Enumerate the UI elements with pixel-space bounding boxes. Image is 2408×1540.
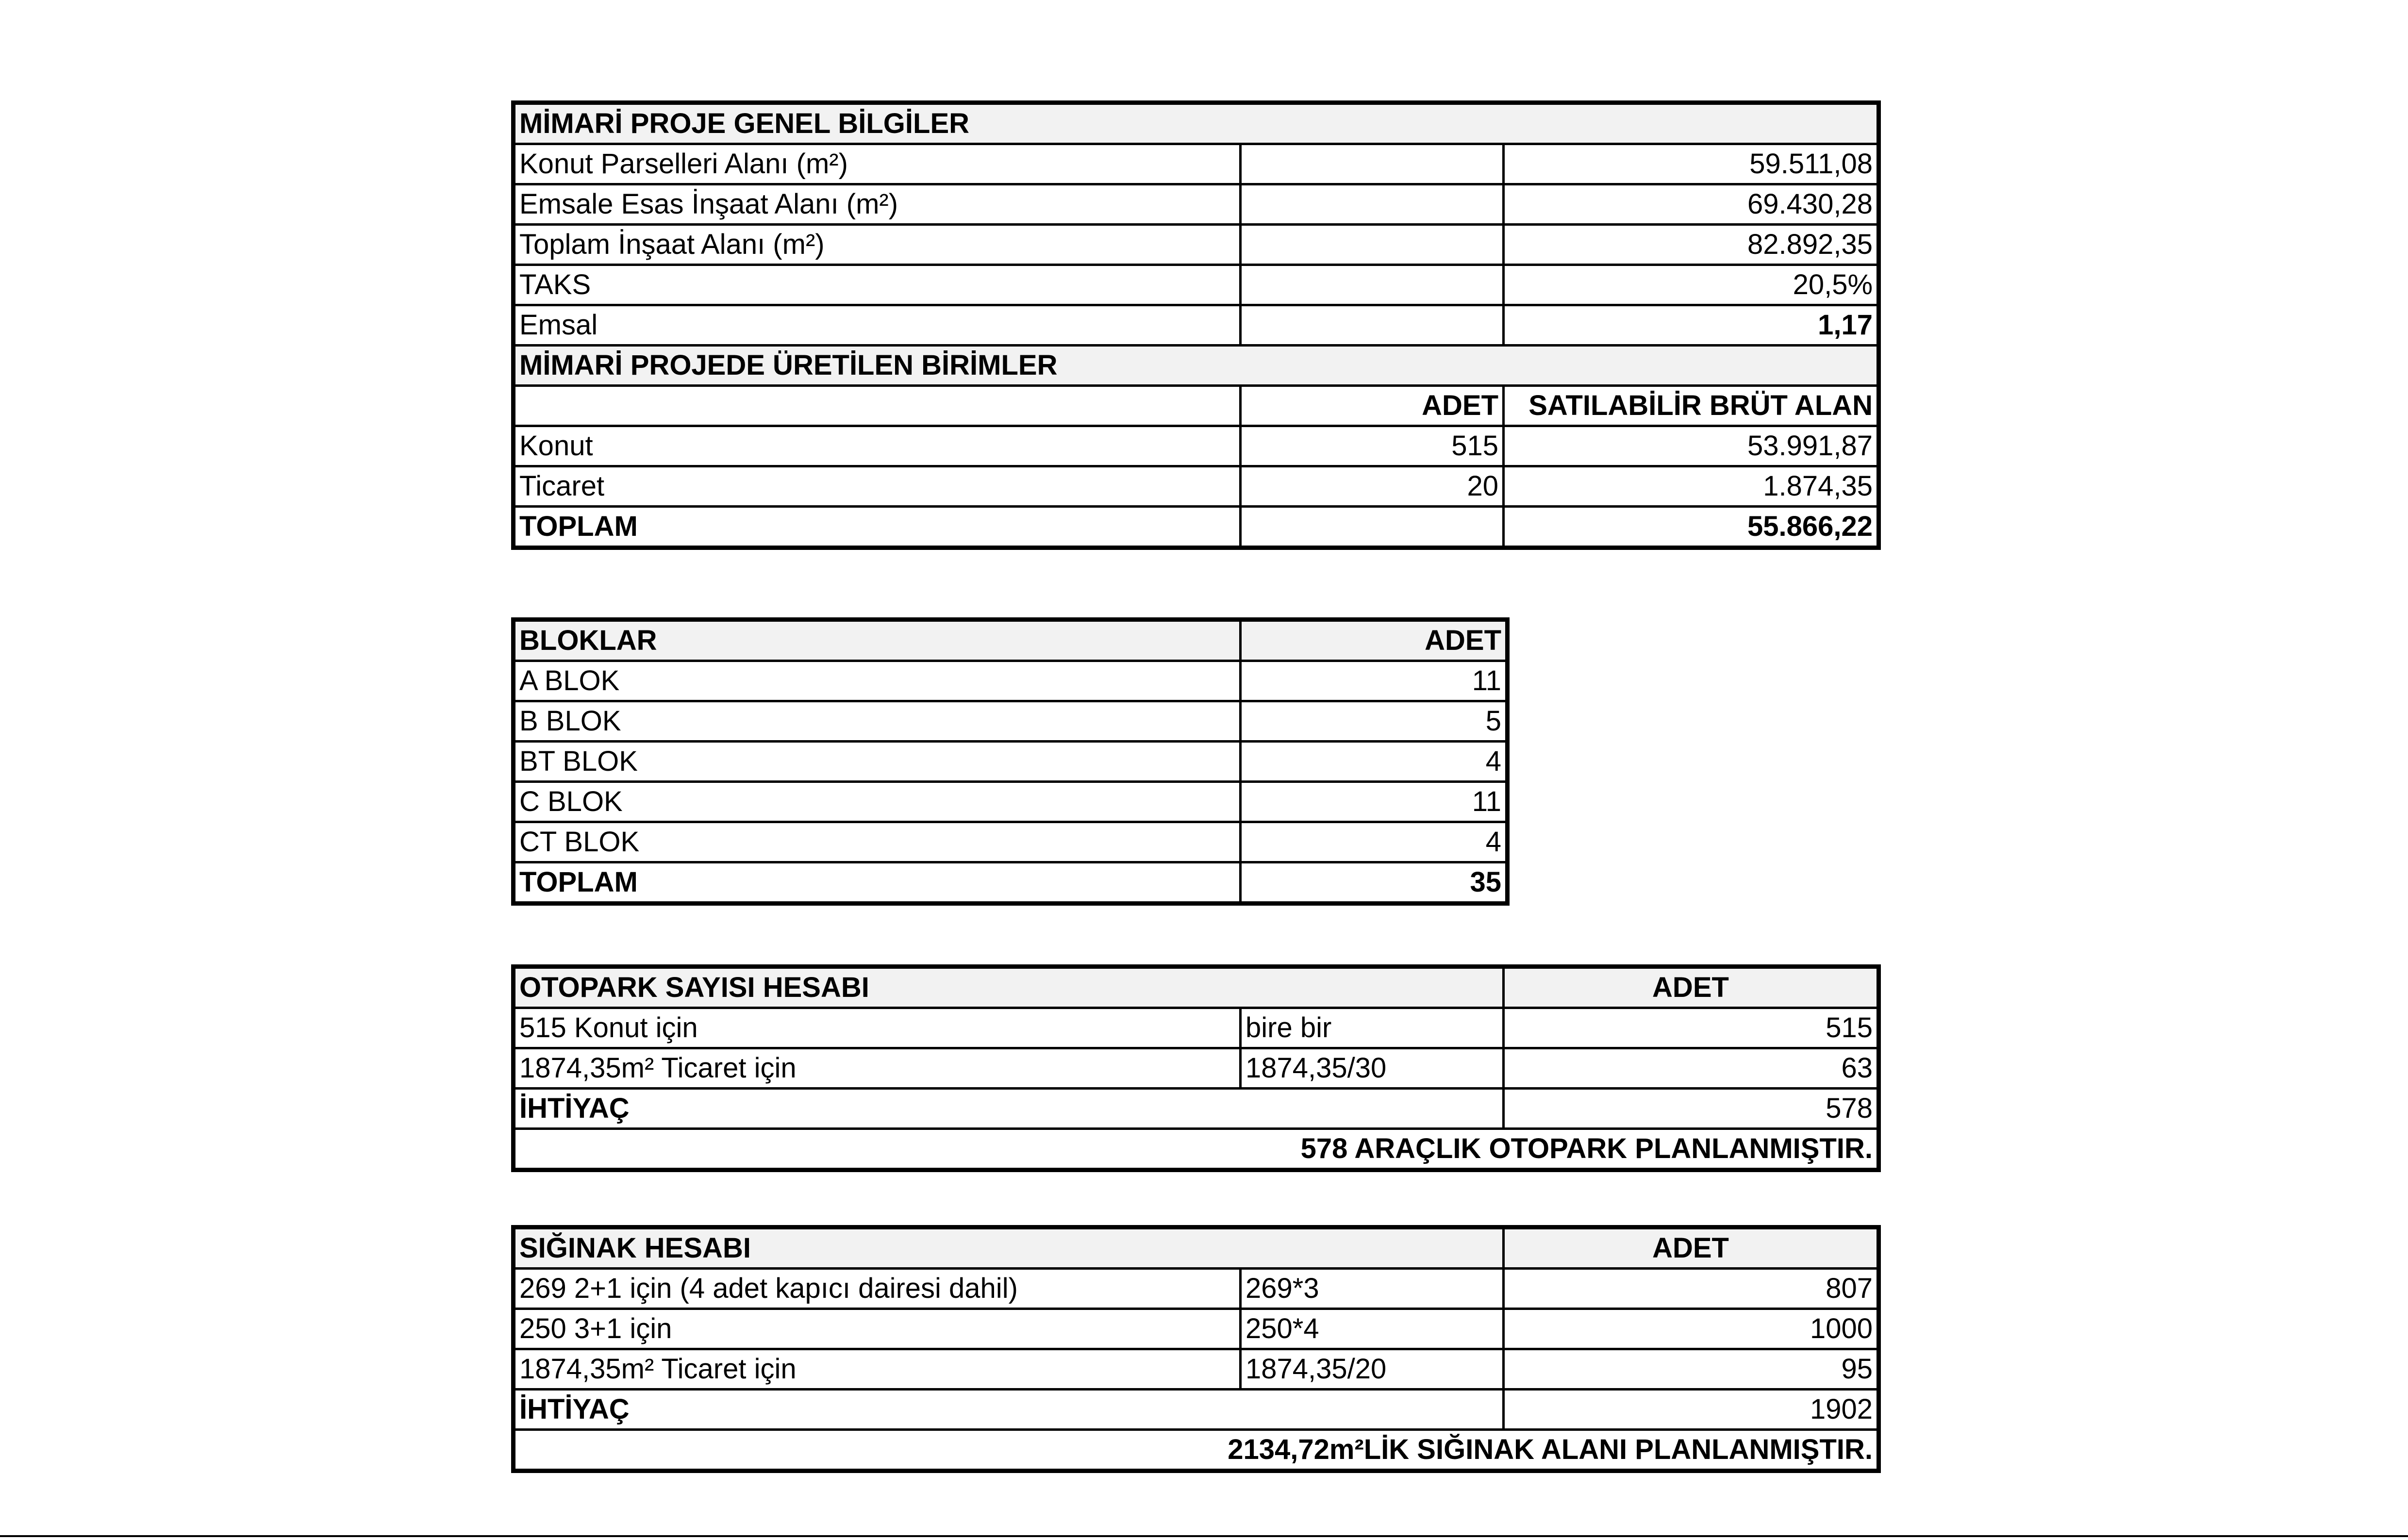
column-header-adet: ADET: [1504, 967, 1879, 1008]
total-label: TOPLAM: [514, 507, 1241, 548]
row-label: Konut Parselleri Alanı (m²): [514, 144, 1241, 184]
table-row: [514, 742, 1508, 782]
table-row: [514, 822, 1508, 862]
row-label: 515 Konut için: [514, 1008, 1241, 1048]
need-row: [514, 1089, 1879, 1129]
need-row: [514, 1390, 1879, 1430]
column-header-adet: ADET: [1504, 1227, 1879, 1269]
table-header-row: [514, 346, 1879, 386]
table-row: [514, 1349, 1879, 1390]
block-count: 5: [1241, 701, 1508, 742]
row-count: 95: [1504, 1349, 1879, 1390]
total-row: [514, 507, 1879, 548]
empty-cell: [1241, 144, 1504, 184]
empty-cell: [1241, 305, 1504, 346]
table-row: [514, 1269, 1879, 1309]
row-label: TAKS: [514, 265, 1241, 305]
table-row: [514, 1008, 1879, 1048]
section-title-parking: OTOPARK SAYISI HESABI: [514, 967, 1504, 1008]
row-count: 63: [1504, 1048, 1879, 1089]
row-value: 20,5%: [1504, 265, 1879, 305]
row-label: 1874,35m² Ticaret için: [514, 1048, 1241, 1089]
need-label: İHTİYAÇ: [514, 1089, 1504, 1129]
table-row: [514, 701, 1508, 742]
total-label: TOPLAM: [514, 862, 1241, 904]
section-title-blocks: BLOKLAR: [514, 620, 1241, 661]
table-header-row: [514, 103, 1879, 144]
note-row: [514, 1129, 1879, 1170]
total-row: [514, 862, 1508, 904]
row-value: 1,17: [1504, 305, 1879, 346]
block-name: CT BLOK: [514, 822, 1241, 862]
row-count: 1000: [1504, 1309, 1879, 1349]
row-count: 807: [1504, 1269, 1879, 1309]
empty-cell: [514, 386, 1241, 426]
table-row: [514, 661, 1508, 701]
row-value: 69.430,28: [1504, 184, 1879, 225]
row-label: Ticaret: [514, 466, 1241, 507]
table-header-row: [514, 967, 1879, 1008]
row-value: 82.892,35: [1504, 225, 1879, 265]
blocks-table: [511, 617, 1510, 906]
column-header-row: [514, 386, 1879, 426]
block-count: 11: [1241, 661, 1508, 701]
table-row: [514, 184, 1879, 225]
total-value: 55.866,22: [1504, 507, 1879, 548]
table-row: [514, 426, 1879, 466]
block-count: 4: [1241, 742, 1508, 782]
section-title-general: MİMARİ PROJE GENEL BİLGİLER: [514, 103, 1879, 144]
row-calc: 1874,35/20: [1241, 1349, 1504, 1390]
column-header-area: SATILABİLİR BRÜT ALAN: [1504, 386, 1879, 426]
table-row: [514, 466, 1879, 507]
row-label: 1874,35m² Ticaret için: [514, 1349, 1241, 1390]
parking-note: 578 ARAÇLIK OTOPARK PLANLANMIŞTIR.: [514, 1129, 1879, 1170]
need-value: 578: [1504, 1089, 1879, 1129]
row-value: 1.874,35: [1504, 466, 1879, 507]
need-label: İHTİYAÇ: [514, 1390, 1504, 1430]
row-calc: 269*3: [1241, 1269, 1504, 1309]
row-calc: bire bir: [1241, 1008, 1504, 1048]
table-row: [514, 144, 1879, 184]
empty-cell: [1241, 507, 1504, 548]
row-count: 20: [1241, 466, 1504, 507]
row-label: Emsale Esas İnşaat Alanı (m²): [514, 184, 1241, 225]
shelter-note: 2134,72m²LİK SIĞINAK ALANI PLANLANMIŞTIR.: [514, 1430, 1879, 1471]
empty-cell: [1241, 265, 1504, 305]
row-label: Toplam İnşaat Alanı (m²): [514, 225, 1241, 265]
table-row: [514, 1309, 1879, 1349]
note-row: [514, 1430, 1879, 1471]
empty-cell: [1241, 225, 1504, 265]
block-name: C BLOK: [514, 782, 1241, 822]
block-name: A BLOK: [514, 661, 1241, 701]
row-label: Konut: [514, 426, 1241, 466]
row-value: 53.991,87: [1504, 426, 1879, 466]
row-label: 269 2+1 için (4 adet kapıcı dairesi dahil): [514, 1269, 1241, 1309]
row-value: 59.511,08: [1504, 144, 1879, 184]
table-row: [514, 265, 1879, 305]
page-bottom-rule: [0, 1535, 2408, 1537]
table-row: [514, 305, 1879, 346]
row-label: 250 3+1 için: [514, 1309, 1241, 1349]
general-info-table: [511, 100, 1881, 550]
table-row: [514, 225, 1879, 265]
row-count: 515: [1504, 1008, 1879, 1048]
column-header-adet: ADET: [1241, 386, 1504, 426]
shelter-table: [511, 1225, 1881, 1473]
parking-table: [511, 964, 1881, 1172]
row-calc: 250*4: [1241, 1309, 1504, 1349]
total-value: 35: [1241, 862, 1508, 904]
table-header-row: [514, 620, 1508, 661]
column-header-adet: ADET: [1241, 620, 1508, 661]
block-name: BT BLOK: [514, 742, 1241, 782]
empty-cell: [1241, 184, 1504, 225]
block-count: 11: [1241, 782, 1508, 822]
block-count: 4: [1241, 822, 1508, 862]
table-row: [514, 782, 1508, 822]
block-name: B BLOK: [514, 701, 1241, 742]
section-title-units: MİMARİ PROJEDE ÜRETİLEN BİRİMLER: [514, 346, 1879, 386]
row-count: 515: [1241, 426, 1504, 466]
need-value: 1902: [1504, 1390, 1879, 1430]
row-calc: 1874,35/30: [1241, 1048, 1504, 1089]
row-label: Emsal: [514, 305, 1241, 346]
table-row: [514, 1048, 1879, 1089]
section-title-shelter: SIĞINAK HESABI: [514, 1227, 1504, 1269]
table-header-row: [514, 1227, 1879, 1269]
